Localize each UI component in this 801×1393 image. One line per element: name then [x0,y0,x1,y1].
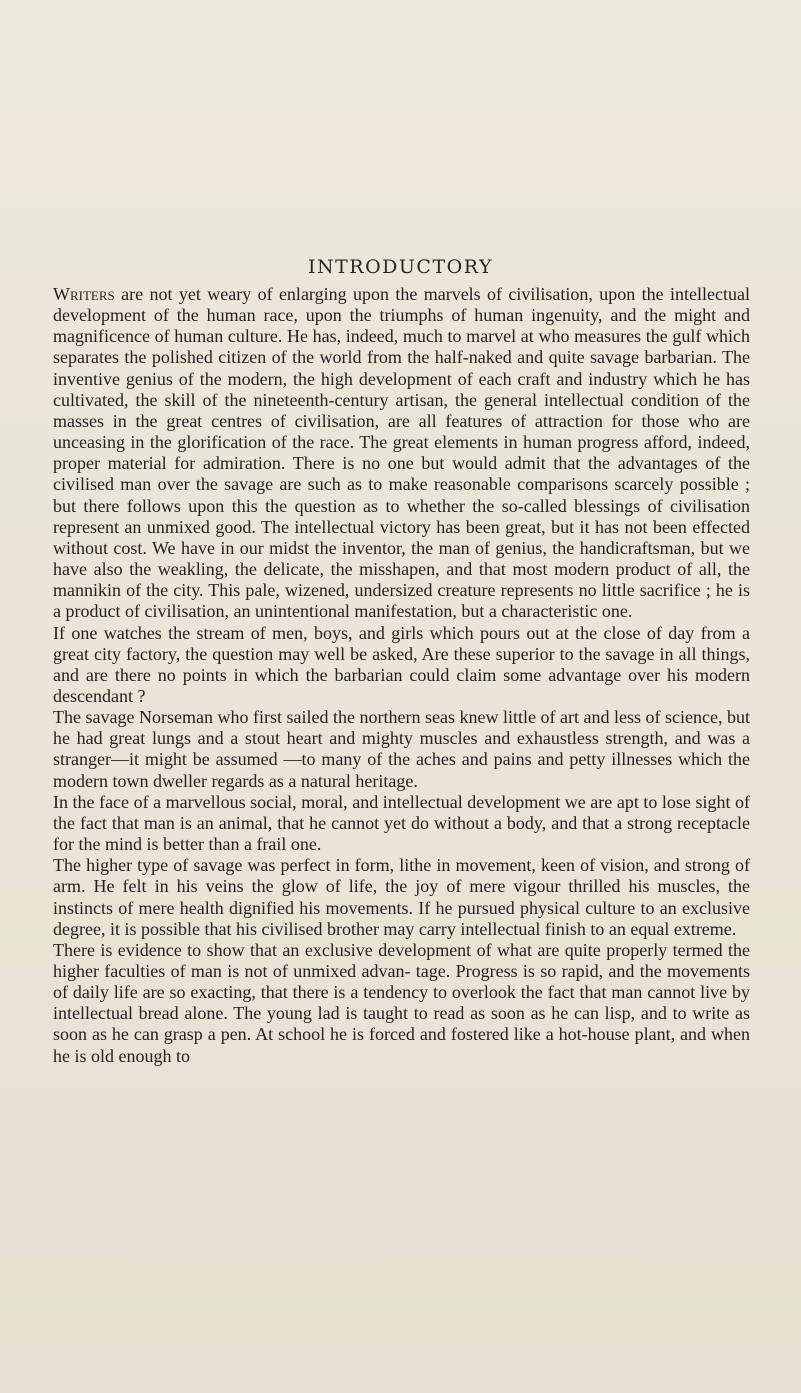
paragraph: In the face of a marvellous social, moral, and intellectual development we are apt to lose sight of the fact that man is an animal, that he cannot yet do without a body, and that a strong receptacle for the mind is better than a frail one. [53,791,750,855]
paragraph [53,284,750,623]
paragraph: There is evidence to show that an exclusive development of what are quite properly termed the higher faculties of man is not of unmixed advan- tage. Progress is so rapid, and the movements of daily life are so exacting, that there is a tendency to overlook the fact that man cannot live by intellectual bread alone. The young lad is taught to read as soon as he can lisp, and to write as soon as he can grasp a pen. At school he is forced and fostered like a hot-house plant, and when he is old enough to [53,939,750,1066]
drop-word: Writers [53,284,115,304]
paragraph: The higher type of savage was perfect in form, lithe in movement, keen of vision, and strong of arm. He felt in his veins the glow of life, the joy of mere vigour thrilled his muscles, the instincts of mere health dignified his movements. If he pursued physical culture to an exclusive degree, it is possible that his civilised brother may carry intellectual finish to an equal extreme. [53,855,750,939]
paragraph: If one watches the stream of men, boys, and girls which pours out at the close of day from a great city factory, the question may well be asked, Are these superior to the savage in all things, and are there no points in which the barbarian could claim some advantage over his modern descendant ? [53,622,750,706]
body-text [53,284,750,1067]
page-heading: INTRODUCTORY [308,256,493,278]
paragraph: The savage Norseman who first sailed the northern seas knew little of art and less of science, but he had great lungs and a stout heart and mighty muscles and exhaustless strength, and was a stranger—it might be assumed —to many of the aches and pains and petty illnesses which the modern town dweller regards as a natural heritage. [53,707,750,791]
paragraph-text: are not yet weary of enlarging upon the marvels of civilisation, upon the intellectual development of the human race, upon the triumphs of human ingenuity, and the might and magnificence of human culture. He has, indeed, much to marvel at who measures the gulf which separates the polished citizen of the world from the half-naked and quite savage barbarian. The inventive genius of the modern, the high development of each craft and industry which he has cultivated, the skill of the nineteenth-century artisan, the general intellectual condition of the masses in the great centres of civilisation, are all features of attraction for those who are unceasing in the glorification of the race. The great elements in human progress afford, indeed, proper material for admiration. There is no one but would admit that the advantages of the civilised man over the savage are such as to make reasonable comparisons scarcely possible ; but there follows upon this the question as to whether the so-called blessings of civilisation represent an unmixed good. The intellectual victory has been great, but it has not been effected without cost. We have in our midst the inventor, the man of genius, the handicraftsman, but we have also the weakling, the delicate, the misshapen, and that most modern product of all, the mannikin of the city. This pale, wizened, undersized creature represents no little sacrifice ; he is a product of civilisation, an unintentional manifestation, but a characteristic one. [53,284,750,622]
